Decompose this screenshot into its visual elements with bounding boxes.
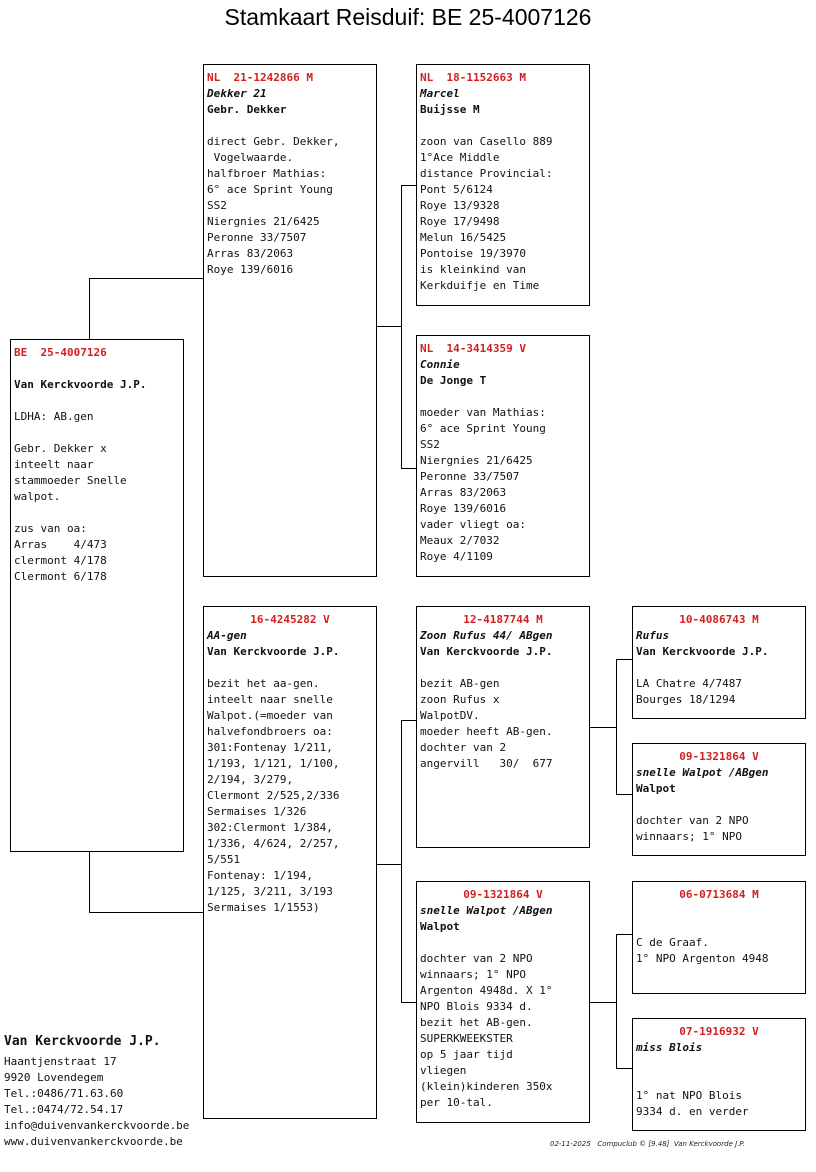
connector	[616, 794, 633, 795]
breeder-name: Van Kerckvoorde J.P.	[4, 1034, 161, 1049]
owner-name: Buijsse M	[420, 103, 480, 116]
page-title: Stamkaart Reisduif: BE 25-4007126	[224, 4, 592, 30]
pigeon-name: Marcel	[420, 87, 460, 100]
pedigree-card-ff	[416, 64, 590, 306]
connector	[589, 727, 616, 728]
pigeon-notes: direct Gebr. Dekker, Vogelwaarde. halfbroer Mathias: 6° ace Sprint Young SS2 Niergnies 21/6425 Peronne 33/7507 Arras 83/2063 Roye 139/6016	[207, 135, 340, 276]
ring-number: 06-0713684 M	[679, 888, 759, 901]
breeder-email: info@duivenvankerckvoorde.be	[4, 1119, 190, 1132]
pedigree-card-mfm	[632, 743, 806, 856]
ring-number: NL 21-1242866 M	[207, 71, 313, 84]
pedigree-card-mm	[416, 881, 590, 1123]
breeder-city: 9920 Lovendegem	[4, 1071, 104, 1084]
owner-name: Walpot	[636, 782, 676, 795]
pedigree-card-subject	[10, 339, 184, 852]
owner-name: De Jonge T	[420, 374, 487, 387]
owner-name: Gebr. Dekker	[207, 103, 287, 116]
pedigree-card-mff	[632, 606, 806, 719]
pigeon-name: Zoon Rufus 44/ ABgen	[420, 629, 553, 642]
pigeon-notes: LA Chatre 4/7487 Bourges 18/1294	[636, 677, 742, 706]
pigeon-notes: moeder van Mathias: 6° ace Sprint Young SS2 Niergnies 21/6425 Peronne 33/7507 Arras 83/2063 Roye 139/6016 vader vliegt oa: Meaux 2/7032 Roye 4/1109	[420, 406, 546, 563]
pedigree-card-mother	[203, 606, 377, 1119]
ring-number: 09-1321864 V	[679, 750, 759, 763]
pigeon-notes: dochter van 2 NPO winnaars; 1° NPO Argenton 4948d. X 1° NPO Blois 9334 d. bezit het AB-gen. SUPERKWEEKSTER op 5 jaar tijd vliegen (klein)kinderen 350x per 10-tal.	[420, 952, 553, 1109]
pigeon-name: Rufus	[636, 629, 670, 642]
breeder-street: Haantjenstraat 17	[4, 1055, 117, 1068]
pedigree-card-mmf	[632, 881, 806, 994]
pedigree-card-father	[203, 64, 377, 577]
breeder-phone: Tel.:0486/71.63.60	[4, 1087, 124, 1100]
breeder-address	[4, 1034, 189, 1150]
owner-name: Walpot	[420, 920, 460, 933]
pigeon-notes: C de Graaf. 1° NPO Argenton 4948	[636, 936, 769, 965]
ring-number: 09-1321864 V	[463, 888, 543, 901]
connector	[401, 468, 417, 469]
pigeon-name: AA-gen	[207, 629, 247, 642]
ring-number: NL 14-3414359 V	[420, 342, 526, 355]
connector	[89, 278, 90, 340]
pedigree-card-mf	[416, 606, 590, 848]
connector	[616, 1068, 633, 1069]
owner-name: Van Kerckvoorde J.P.	[207, 645, 340, 658]
connector	[401, 720, 417, 721]
owner-name: Van Kerckvoorde J.P.	[420, 645, 553, 658]
pigeon-name: snelle Walpot /ABgen	[636, 766, 769, 779]
pigeon-notes: bezit AB-gen zoon Rufus x WalpotDV. moeder heeft AB-gen. dochter van 2 angervill 30/ 677	[420, 677, 553, 770]
connector	[89, 851, 90, 912]
pigeon-notes: bezit het aa-gen. inteelt naar snelle Walpot.(=moeder van halvefondbroers oa: 301:Fontenay 1/211, 1/193, 1/121, 1/100, 2/194, 3/279, Clermont 2/525,2/336 Sermaises 1/326 302:Clermont 1/384, 1/336, 4/624, 2/257, 5/551 Fontenay: 1/194, 1/125, 3/211, 3/193 Sermaises 1/1553)	[207, 677, 340, 914]
connector	[616, 934, 617, 1068]
connector	[616, 659, 617, 794]
breeder-website: www.duivenvankerckvoorde.be	[4, 1135, 183, 1148]
connector	[401, 185, 402, 468]
ring-number: 16-4245282 V	[250, 613, 330, 626]
pigeon-notes: dochter van 2 NPO winnaars; 1° NPO	[636, 814, 749, 843]
connector	[401, 720, 402, 1002]
ring-number: 10-4086743 M	[679, 613, 759, 626]
owner-name: Van Kerckvoorde J.P.	[636, 645, 769, 658]
connector	[616, 934, 633, 935]
connector	[376, 326, 401, 327]
pigeon-name: Connie	[420, 358, 460, 371]
pigeon-name: Dekker 21	[207, 87, 267, 100]
pigeon-notes: LDHA: AB.gen Gebr. Dekker x inteelt naar stammoeder Snelle walpot. zus van oa: Arras 4/473 clermont 4/178 Clermont 6/178	[14, 410, 127, 583]
ring-number: 12-4187744 M	[463, 613, 543, 626]
pigeon-notes: 1° nat NPO Blois 9334 d. en verder	[636, 1089, 749, 1118]
breeder-phone: Tel.:0474/72.54.17	[4, 1103, 124, 1116]
connector	[401, 1002, 417, 1003]
ring-number: 07-1916932 V	[679, 1025, 759, 1038]
pigeon-name: snelle Walpot /ABgen	[420, 904, 553, 917]
connector	[401, 185, 417, 186]
connector	[376, 864, 401, 865]
ring-number: NL 18-1152663 M	[420, 71, 526, 84]
ring-number: BE 25-4007126	[14, 346, 107, 359]
connector	[89, 278, 204, 279]
pigeon-notes: zoon van Casello 889 1°Ace Middle distance Provincial: Pont 5/6124 Roye 13/9328 Roye 17/9498 Melun 16/5425 Pontoise 19/3970 is kleinkind van Kerkduifje en Time	[420, 135, 553, 292]
pigeon-name: miss Blois	[636, 1041, 703, 1054]
pedigree-card-mmm	[632, 1018, 806, 1131]
owner-name: Van Kerckvoorde J.P.	[14, 378, 147, 391]
footer-credit: 02-11-2025 Compuclub © [9.48] Van Kerckvoorde J.P.	[550, 1140, 745, 1148]
connector	[89, 912, 204, 913]
connector	[589, 1002, 616, 1003]
connector	[616, 659, 633, 660]
pedigree-card-fm	[416, 335, 590, 577]
